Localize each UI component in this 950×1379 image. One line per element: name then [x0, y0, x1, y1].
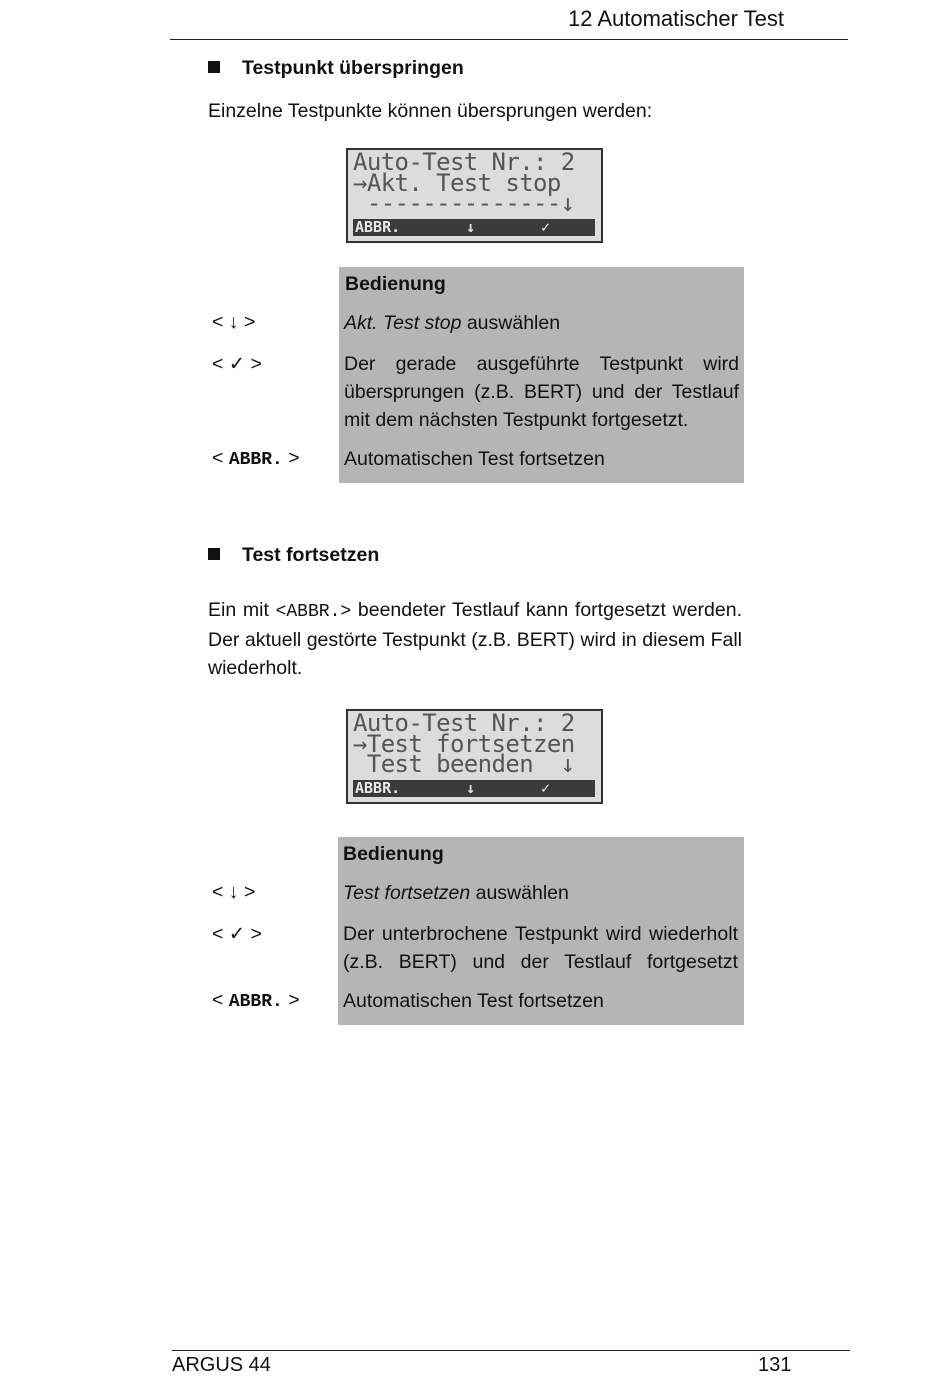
lcd-line-1: Auto-Test Nr.: 2: [353, 148, 575, 176]
key-abbr: < ABBR. >: [212, 989, 300, 1012]
footer-rule: [172, 1350, 850, 1351]
page-number: 131: [758, 1354, 792, 1376]
lcd-softkey-bar: [353, 219, 595, 236]
softkey-abbr: ABBR.: [355, 218, 401, 236]
section-skip-intro: Einzelne Testpunkte können übersprungen werden:: [208, 100, 653, 122]
desc-continue-test: Automatischen Test fortsetzen: [344, 448, 605, 470]
softkey-check-icon: ✓: [541, 779, 551, 797]
softkey-down-icon: ↓: [466, 779, 476, 797]
control-title: Bedienung: [345, 273, 446, 295]
lcd-line-3: Test beenden ↓: [353, 750, 575, 778]
softkey-check-icon: ✓: [541, 218, 551, 236]
desc-repeat-point: Der unterbrochene Testpunkt wird wiederholt (z.B. BERT) und der Testlauf fortgesetzt: [343, 923, 738, 973]
lcd-line-2: →Test fortsetzen: [353, 729, 575, 758]
lcd-line-1: Auto-Test Nr.: 2: [353, 709, 575, 737]
key-abbr: < ABBR. >: [212, 447, 300, 470]
section-continue-intro: Ein mit <ABBR.> beendeter Testlauf kann fortgesetzt werden. Der aktuell gestörte Testpunkt (z.B. BERT) wird in diesem Fall wiederholt.: [208, 599, 743, 679]
lcd-display-skip: [346, 148, 603, 243]
square-bullet-icon: [208, 548, 220, 560]
desc-continue-test: Automatischen Test fortsetzen: [343, 990, 604, 1012]
desc-skip-point: Der gerade ausgeführte Testpunkt wird übersprungen (z.B. BERT) und der Testlauf mit dem nächsten Testpunkt fortgesetzt.: [344, 353, 739, 431]
softkey-abbr: ABBR.: [355, 779, 401, 797]
section-heading-continue: Test fortsetzen: [208, 544, 379, 567]
key-down-arrow: < ↓ >: [212, 311, 256, 333]
softkey-down-icon: ↓: [466, 218, 476, 236]
control-title: Bedienung: [343, 843, 444, 865]
footer-product: ARGUS 44: [172, 1354, 271, 1376]
square-bullet-icon: [208, 61, 220, 73]
lcd-line-3: --------------↓: [353, 189, 575, 217]
key-down-arrow: < ↓ >: [212, 881, 256, 903]
chapter-title: 12 Automatischer Test: [567, 6, 784, 31]
lcd-display-continue: [346, 709, 603, 804]
lcd-line-2: →Akt. Test stop: [353, 168, 561, 197]
section-heading-skip: Testpunkt überspringen: [208, 57, 464, 80]
desc-select-stop: Akt. Test stop auswählen: [344, 312, 561, 334]
desc-select-continue: Test fortsetzen auswählen: [343, 882, 569, 904]
key-check: < ✓ >: [212, 353, 262, 375]
lcd-softkey-bar: [353, 780, 595, 797]
key-check: < ✓ >: [212, 923, 262, 945]
header-rule: [170, 39, 848, 40]
